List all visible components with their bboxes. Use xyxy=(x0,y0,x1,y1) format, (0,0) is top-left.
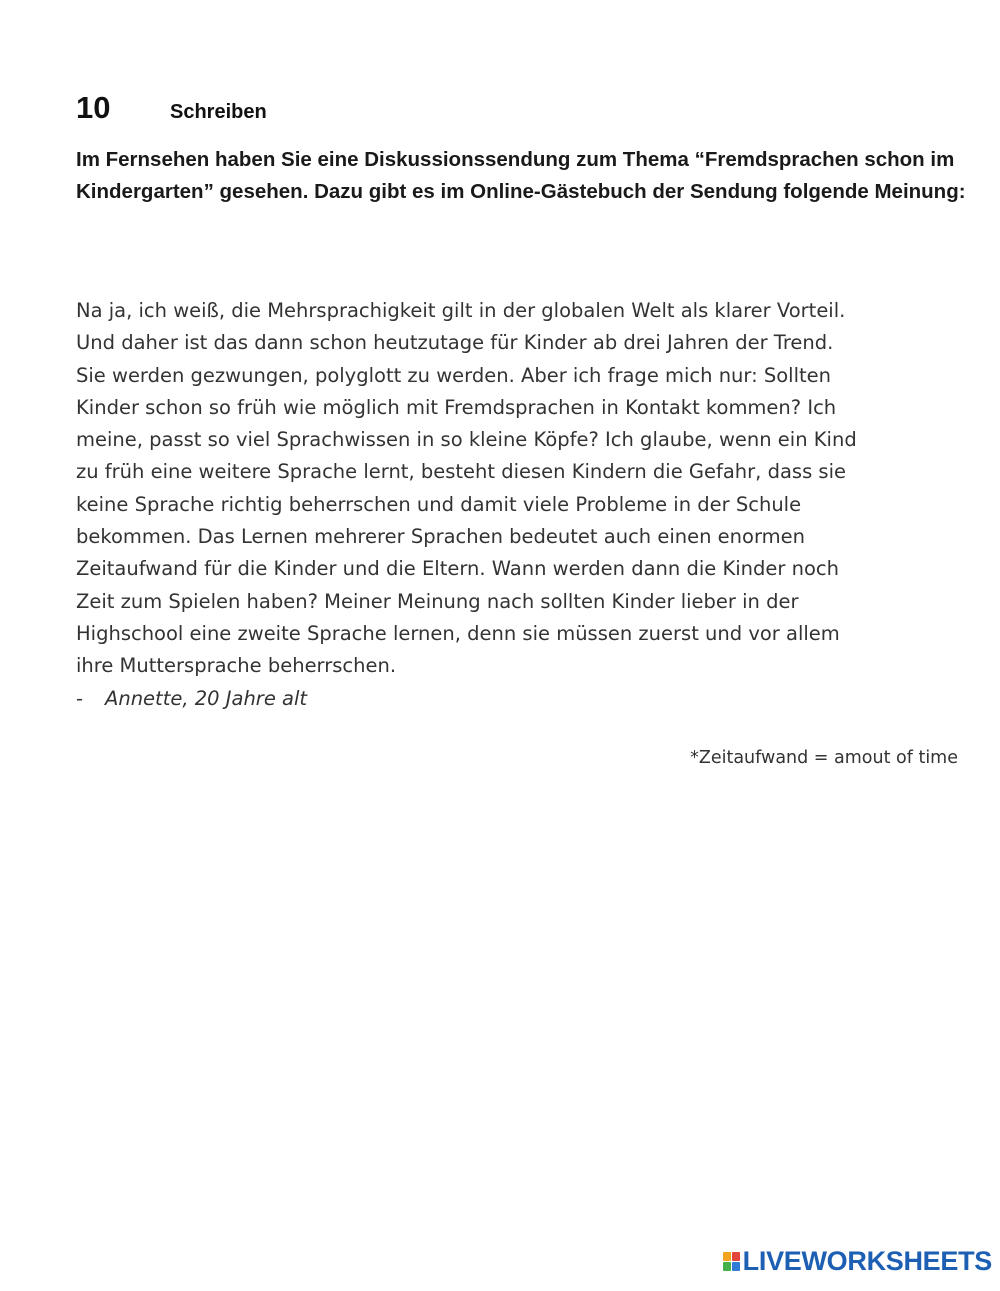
opinion-line: bekommen. Das Lernen mehrerer Sprachen bedeutet auch einen enormen xyxy=(76,525,805,549)
logo-block-icon xyxy=(732,1252,740,1261)
opinion-line: Zeitaufwand für die Kinder und die Eltern. Wann werden dann die Kinder noch xyxy=(76,557,839,581)
opinion-line: ihre Muttersprache beherrschen. xyxy=(76,654,397,678)
logo-blocks-icon xyxy=(723,1252,740,1271)
logo-block-icon xyxy=(723,1252,731,1261)
opinion-line: Und daher ist das dann schon heutzutage für Kinder ab drei Jahren der Trend. xyxy=(76,331,834,355)
opinion-line: meine, passt so viel Sprachwissen in so kleine Köpfe? Ich glaube, wenn ein Kind xyxy=(76,428,857,452)
liveworksheets-logo[interactable] xyxy=(723,1246,992,1277)
logo-block-icon xyxy=(723,1262,731,1271)
opinion-line: zu früh eine weitere Sprache lernt, besteht diesen Kindern die Gefahr, dass sie xyxy=(76,460,847,484)
task-title: Schreiben xyxy=(170,101,267,123)
opinion-line: Highschool eine zweite Sprache lernen, denn sie müssen zuerst und vor allem xyxy=(76,621,840,645)
footnote: *Zeitaufwand = amout of time xyxy=(690,748,958,768)
opinion-line: Zeit zum Spielen haben? Meiner Meinung nach sollten Kinder lieber in der xyxy=(76,589,799,613)
opinion-line: Na ja, ich weiß, die Mehrsprachigkeit gilt in der globalen Welt als klarer Vorteil. xyxy=(76,299,846,322)
opinion-line: Kinder schon so früh wie möglich mit Fremdsprachen in Kontakt kommen? Ich xyxy=(76,395,837,419)
opinion-signature xyxy=(76,683,966,715)
task-number: 10 xyxy=(76,90,111,125)
signature-dash: - xyxy=(76,686,84,710)
signature-name: Annette, 20 Jahre alt xyxy=(105,686,308,710)
logo-block-icon xyxy=(732,1262,740,1271)
logo-text: LIVEWORKSHEETS xyxy=(742,1246,992,1276)
opinion-line: keine Sprache richtig beherrschen und damit viele Probleme in der Schule xyxy=(76,492,802,516)
task-header xyxy=(76,90,267,126)
task-instructions: Im Fernsehen haben Sie eine Diskussionssendung zum Thema “Fremdsprachen schon im Kindergarten” gesehen. Dazu gibt es im Online-Gästebuch der Sendung folgende Meinung: xyxy=(76,148,966,203)
opinion-line: Sie werden gezwungen, polyglott zu werden. Aber ich frage mich nur: Sollten xyxy=(76,363,832,387)
guestbook-opinion xyxy=(76,295,966,715)
